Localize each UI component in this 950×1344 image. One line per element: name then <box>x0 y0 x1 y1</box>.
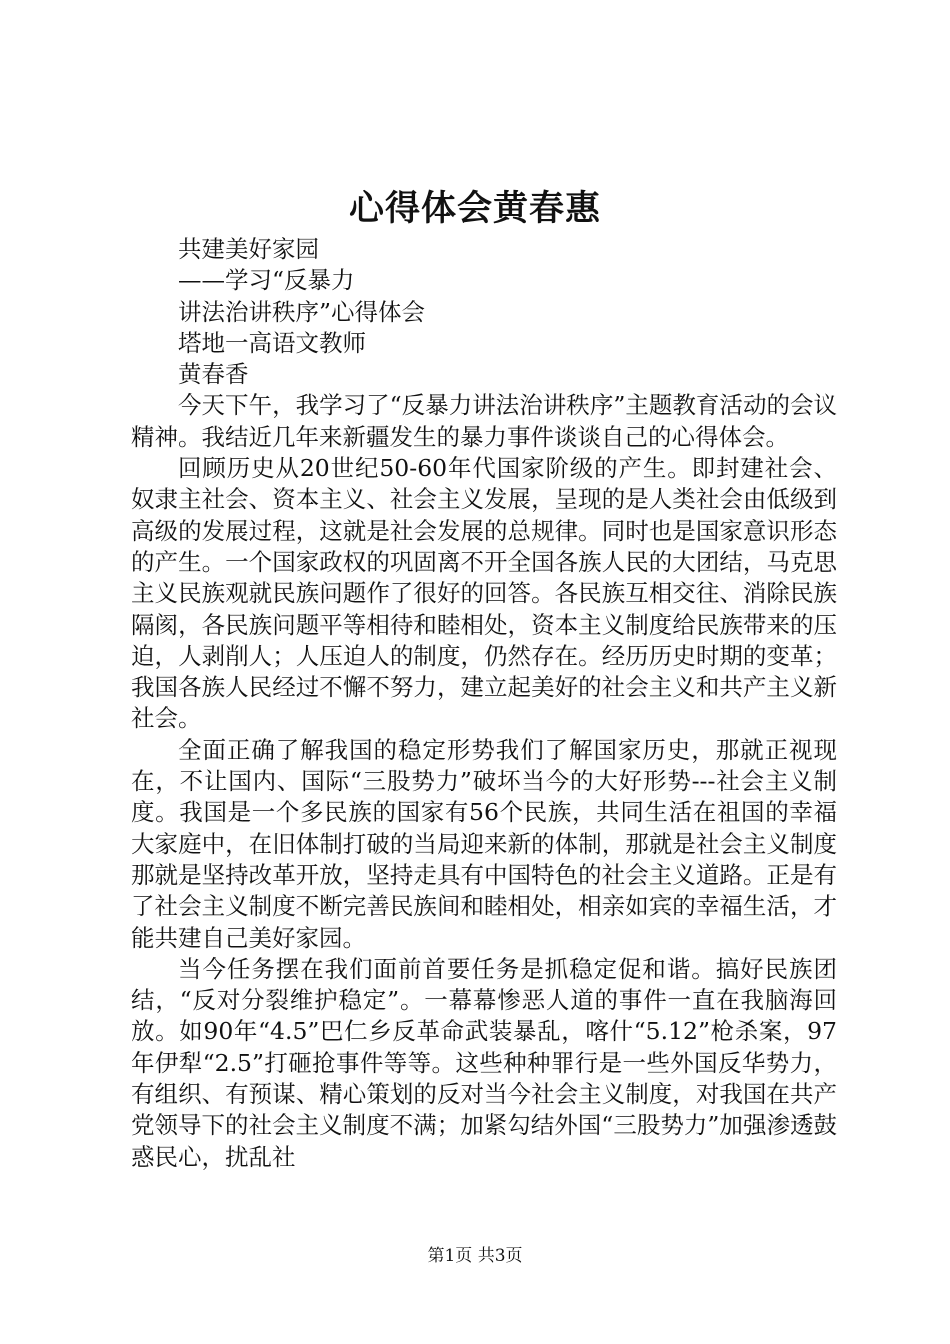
body-paragraph: 全面正确了解我国的稳定形势我们了解国家历史，那就正视现在，不让国内、国际“三股势力”破坏当今的大好形势---社会主义制度。我国是一个多民族的国家有56个民族，共同生活在祖国的幸福大家庭中，在旧体制打破的当局迎来新的体制，那就是社会主义制度那就是坚持改革开放，坚持走具有中国特色的社会主义道路。正是有了社会主义制度不断完善民族间和睦相处，相亲如宾的幸福生活，才能共建自己美好家园。 <box>131 735 837 952</box>
document-body <box>131 234 837 1173</box>
header-line: 共建美好家园 <box>178 235 319 263</box>
header-line: 塔地一高语文教师 <box>178 328 366 357</box>
body-paragraph: 当今任务摆在我们面前首要任务是抓稳定促和谐。搞好民族团结，“反对分裂维护稳定”。一幕幕惨恶人道的事件一直在我脑海回放。如90年“4.5”巴仁乡反革命武装暴乱，喀什“5.12”枪杀案，97年伊犁“2.5”打砸抢事件等等。这些种种罪行是一些外国反华势力，有组织、有预谋、精心策划的反对当今社会主义制度，对我国在共产党领导下的社会主义制度不满；加紧勾结外国“三股势力”加强渗透鼓惑民心，扰乱社 <box>131 954 837 1171</box>
header-line: 讲法治讲秩序”心得体会 <box>178 297 426 326</box>
body-paragraph: 今天下午，我学习了“反暴力讲法治讲秩序”主题教育活动的会议精神。我结近几年来新疆发生的暴力事件谈谈自己的心得体会。 <box>131 391 837 451</box>
body-paragraph: 回顾历史从20世纪50-60年代国家阶级的产生。即封建社会、奴隶主社会、资本主义、社会主义发展，呈现的是人类社会由低级到高级的发展过程，这就是社会发展的总规律。同时也是国家意识形态的产生。一个国家政权的巩固离不开全国各族人民的大团结，马克思主义民族观就民族问题作了很好的回答。各民族互相交往、消除民族隔阂，各民族问题平等相待和睦相处，资本主义制度给民族带来的压迫，人剥削人；人压迫人的制度，仍然存在。经历历史时期的变革；我国各族人民经过不懈不努力，建立起美好的社会主义和共产主义新社会。 <box>131 454 837 733</box>
author-line: 黄春香 <box>178 360 249 389</box>
page-number-footer: 第1页 共3页 <box>427 1246 523 1266</box>
document-title: 心得体会黄春惠 <box>348 188 601 229</box>
header-line: ——学习“反暴力 <box>178 266 355 295</box>
